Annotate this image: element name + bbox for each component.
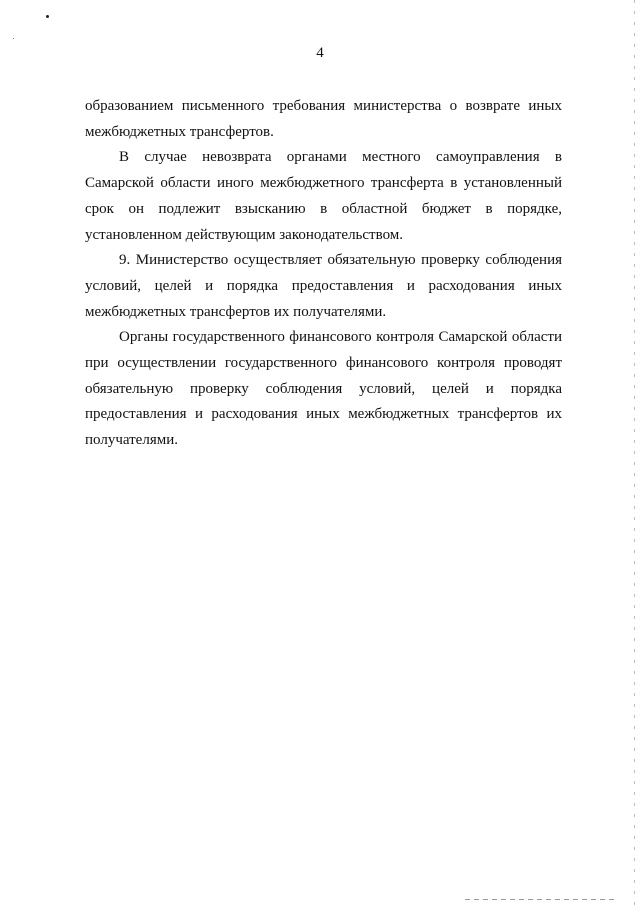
scan-speck [46,15,49,18]
paragraph-nonreturn-recovery: В случае невозврата органами местного самоуправления в Самарской области иного межбюджетного трансферта в установленный срок он подлежит взысканию в областной бюджет в порядке, установленном действующим законодательством. [85,149,562,243]
page-number: 4 [316,45,324,61]
scan-edge-line [634,0,635,905]
paragraph-continuation: образованием письменного требования министерства о возврате иных межбюджетных трансфертов. [85,98,562,140]
scan-speck [13,38,14,39]
document-body [85,94,562,454]
paragraph-ministry-verification: 9. Министерство осуществляет обязательную проверку соблюдения условий, целей и порядка предоставления и расходования иных межбюджетных трансфертов их получателями. [85,252,562,320]
paragraph-financial-control-bodies: Органы государственного финансового контроля Самарской области при осуществлении государственного финансового контроля проводят обязательную проверку соблюдения условий, целей и порядка предоставления и расходования иных межбюджетных трансфертов их получателями. [85,329,562,449]
scan-bottom-line [465,899,615,900]
